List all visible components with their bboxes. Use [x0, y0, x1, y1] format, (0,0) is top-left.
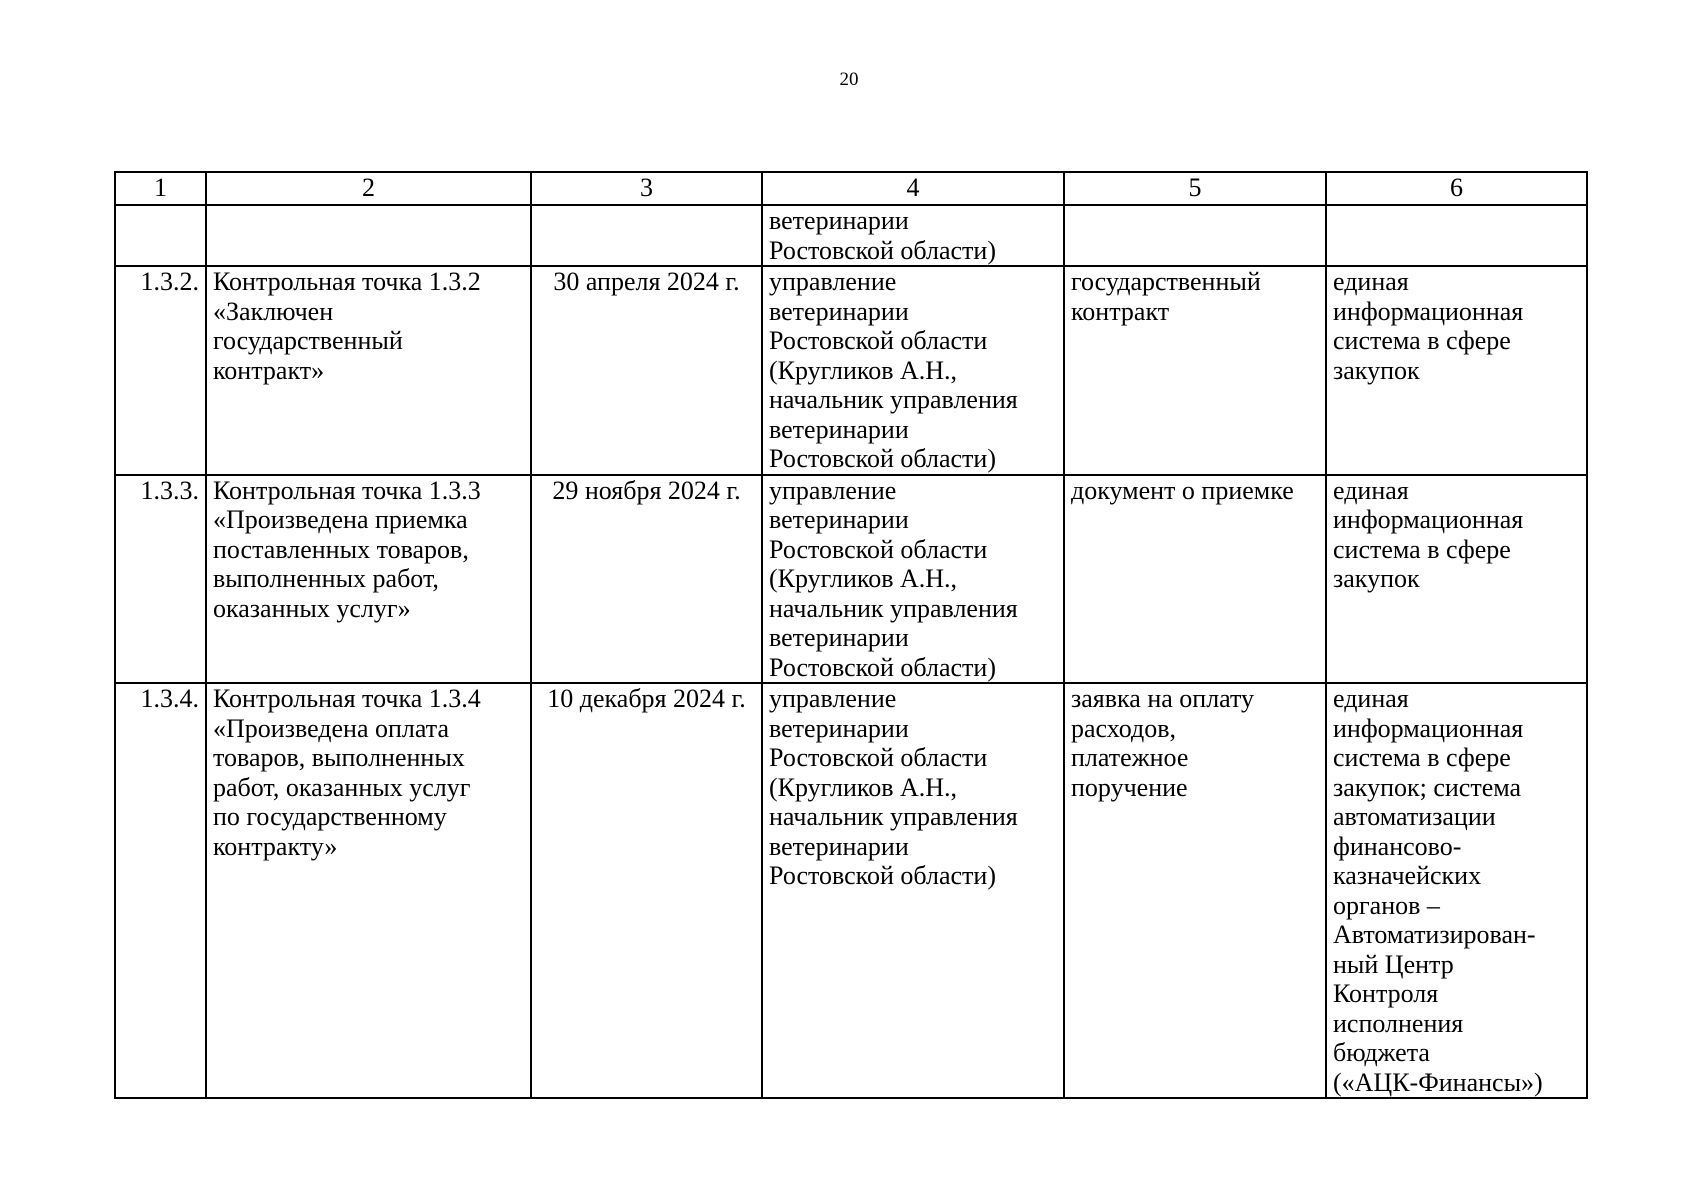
- document-cell: [1064, 205, 1326, 266]
- header-cell: 5: [1064, 172, 1326, 205]
- control-point-name-cell: Контрольная точка 1.3.4 «Произведена оплата товаров, выполненных работ, оказанных услуг по государственному контракту»: [206, 683, 531, 1098]
- table-row: [115, 266, 1587, 475]
- responsible-cell: ветеринарии Ростовской области): [762, 205, 1064, 266]
- header-cell: 2: [206, 172, 531, 205]
- deadline-cell: 29 ноября 2024 г.: [531, 475, 762, 684]
- info-system-cell: единая информационная система в сфере закупок: [1326, 266, 1587, 475]
- responsible-cell: управление ветеринарии Ростовской области (Кругликов А.Н., начальник управления ветеринарии Ростовской области): [762, 266, 1064, 475]
- control-point-name-cell: [206, 205, 531, 266]
- row-number-cell: 1.3.3.: [115, 475, 206, 684]
- responsible-cell: управление ветеринарии Ростовской области (Кругликов А.Н., начальник управления ветеринарии Ростовской области): [762, 475, 1064, 684]
- header-cell: 6: [1326, 172, 1587, 205]
- document-cell: заявка на оплату расходов, платежное поручение: [1064, 683, 1326, 1098]
- control-point-name-cell: Контрольная точка 1.3.2 «Заключен государственный контракт»: [206, 266, 531, 475]
- row-number-cell: [115, 205, 206, 266]
- control-points-table: [114, 171, 1588, 1099]
- deadline-cell: 10 декабря 2024 г.: [531, 683, 762, 1098]
- control-point-name-cell: Контрольная точка 1.3.3 «Произведена приемка поставленных товаров, выполненных работ, оказанных услуг»: [206, 475, 531, 684]
- header-cell: 4: [762, 172, 1064, 205]
- table-header-row: [115, 172, 1587, 205]
- deadline-cell: [531, 205, 762, 266]
- info-system-cell: единая информационная система в сфере закупок: [1326, 475, 1587, 684]
- table-row: [115, 205, 1587, 266]
- header-cell: 3: [531, 172, 762, 205]
- document-cell: документ о приемке: [1064, 475, 1326, 684]
- table-row: [115, 475, 1587, 684]
- deadline-cell: 30 апреля 2024 г.: [531, 266, 762, 475]
- table-row: [115, 683, 1587, 1098]
- document-cell: государственный контракт: [1064, 266, 1326, 475]
- page-number: 20: [839, 69, 859, 90]
- header-cell: 1: [115, 172, 206, 205]
- info-system-cell: единая информационная система в сфере закупок; система автоматизации финансово- казначейских органов – Автоматизирован- ный Центр Контроля исполнения бюджета («АЦК-Финансы»): [1326, 683, 1587, 1098]
- responsible-cell: управление ветеринарии Ростовской области (Кругликов А.Н., начальник управления ветеринарии Ростовской области): [762, 683, 1064, 1098]
- row-number-cell: 1.3.2.: [115, 266, 206, 475]
- info-system-cell: [1326, 205, 1587, 266]
- row-number-cell: 1.3.4.: [115, 683, 206, 1098]
